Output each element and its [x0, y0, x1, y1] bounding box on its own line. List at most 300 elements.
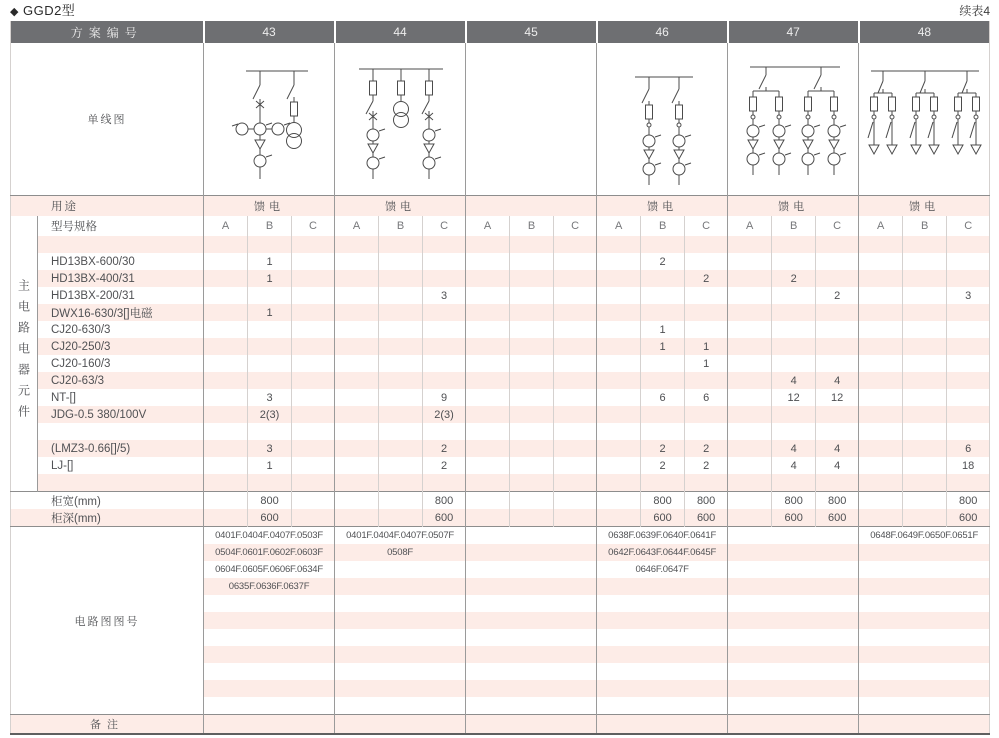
cabinet-width-cell: 800	[816, 492, 859, 510]
qty-cell	[903, 321, 947, 338]
diagram-number-cell	[204, 595, 335, 612]
qty-cell: 2	[641, 440, 685, 457]
qty-cell	[728, 474, 772, 492]
phase-header: B	[248, 216, 292, 236]
qty-cell	[728, 406, 772, 423]
qty-cell	[903, 355, 947, 372]
qty-cell	[248, 372, 292, 389]
qty-cell	[423, 423, 466, 440]
diagram-number-cell	[335, 663, 466, 680]
qty-cell: 1	[248, 253, 292, 270]
usage-cell	[466, 196, 597, 217]
qty-cell	[947, 253, 990, 270]
qty-cell	[728, 389, 772, 406]
qty-cell	[292, 440, 335, 457]
cabinet-depth-cell: 600	[641, 509, 685, 527]
qty-cell: 4	[816, 372, 859, 389]
diagram-number-cell	[728, 527, 859, 545]
table-row	[11, 253, 990, 270]
diagram-number-cell	[466, 697, 597, 715]
qty-cell	[292, 304, 335, 321]
diagram-number-cell	[597, 595, 728, 612]
qty-cell	[947, 321, 990, 338]
diagram-number-cell: 0638F.0639F.0640F.0641F	[597, 527, 728, 545]
phase-header: A	[335, 216, 379, 236]
qty-cell	[772, 236, 816, 253]
qty-cell	[335, 338, 379, 355]
qty-cell	[248, 321, 292, 338]
qty-cell	[947, 338, 990, 355]
diagram-number-cell	[466, 629, 597, 646]
component-name	[38, 474, 204, 492]
qty-cell	[466, 236, 510, 253]
cabinet-width-cell	[554, 492, 597, 510]
phase-header: B	[641, 216, 685, 236]
diagram-number-cell	[466, 612, 597, 629]
qty-cell	[510, 389, 554, 406]
qty-cell	[204, 457, 248, 474]
qty-cell	[772, 406, 816, 423]
qty-cell	[859, 389, 903, 406]
qty-cell: 1	[685, 355, 728, 372]
qty-cell	[248, 338, 292, 355]
qty-cell	[510, 321, 554, 338]
diagram-number-cell	[597, 663, 728, 680]
qty-cell	[204, 355, 248, 372]
table-row	[11, 321, 990, 338]
qty-cell	[947, 423, 990, 440]
qty-cell	[248, 236, 292, 253]
qty-cell	[204, 287, 248, 304]
table-row	[11, 236, 990, 253]
diagram-number-cell	[466, 680, 597, 697]
qty-cell	[597, 372, 641, 389]
qty-cell	[554, 440, 597, 457]
qty-cell	[554, 321, 597, 338]
qty-cell	[466, 304, 510, 321]
qty-cell: 18	[947, 457, 990, 474]
component-name: HD13BX-400/31	[38, 270, 204, 287]
qty-cell	[335, 457, 379, 474]
qty-cell	[597, 287, 641, 304]
table-row	[11, 43, 990, 196]
cabinet-depth-cell: 600	[248, 509, 292, 527]
qty-cell	[379, 474, 423, 492]
qty-cell	[641, 236, 685, 253]
qty-cell	[728, 270, 772, 287]
qty-cell	[597, 270, 641, 287]
qty-cell	[423, 355, 466, 372]
qty-cell	[728, 338, 772, 355]
qty-cell	[597, 406, 641, 423]
qty-cell	[772, 321, 816, 338]
qty-cell	[466, 338, 510, 355]
qty-cell	[554, 389, 597, 406]
diagram-number-cell	[728, 680, 859, 697]
diagram-number-cell	[597, 629, 728, 646]
qty-cell	[379, 423, 423, 440]
qty-cell	[772, 338, 816, 355]
qty-cell	[816, 304, 859, 321]
single-line-diagram-43	[204, 43, 335, 196]
qty-cell	[903, 236, 947, 253]
diagram-number-cell	[597, 680, 728, 697]
diagram-number-cell	[597, 578, 728, 595]
qty-cell	[379, 253, 423, 270]
qty-cell	[379, 270, 423, 287]
qty-cell	[597, 304, 641, 321]
qty-cell	[204, 406, 248, 423]
remark-cell	[335, 715, 466, 735]
qty-cell	[685, 304, 728, 321]
diagram-number-cell	[335, 646, 466, 663]
qty-cell: 2	[685, 457, 728, 474]
qty-cell	[728, 423, 772, 440]
qty-cell	[379, 389, 423, 406]
qty-cell	[641, 270, 685, 287]
component-name: JDG-0.5 380/100V	[38, 406, 204, 423]
scheme-number-header: 48	[859, 21, 990, 43]
cabinet-width-cell	[204, 492, 248, 510]
cabinet-width-cell: 800	[947, 492, 990, 510]
scheme-table	[10, 21, 990, 735]
qty-cell	[903, 253, 947, 270]
diagram-number-cell	[728, 612, 859, 629]
scheme-number-header: 43	[204, 21, 335, 43]
scheme-number-header: 46	[597, 21, 728, 43]
component-name: LJ-[]	[51, 459, 74, 472]
qty-cell	[859, 372, 903, 389]
diagram-row-label: 单线图	[87, 114, 127, 126]
qty-cell	[685, 423, 728, 440]
qty-cell: 2	[641, 457, 685, 474]
qty-cell	[204, 389, 248, 406]
cabinet-width-cell	[510, 492, 554, 510]
diagram-number-cell	[728, 544, 859, 561]
qty-cell	[335, 355, 379, 372]
remark-cell	[597, 715, 728, 735]
qty-cell	[859, 423, 903, 440]
diagram-number-cell	[335, 697, 466, 715]
qty-cell	[859, 236, 903, 253]
qty-cell	[335, 304, 379, 321]
qty-cell	[597, 338, 641, 355]
qty-cell	[772, 304, 816, 321]
diagram-number-cell: 0635F.0636F.0637F	[204, 578, 335, 595]
phase-header: C	[947, 216, 990, 236]
diagram-number-cell	[466, 544, 597, 561]
component-name: NT-[]	[51, 391, 76, 404]
qty-cell	[554, 287, 597, 304]
table-row	[11, 338, 990, 355]
cabinet-width-cell	[859, 492, 903, 510]
qty-cell	[816, 355, 859, 372]
qty-cell	[554, 474, 597, 492]
qty-cell	[772, 355, 816, 372]
qty-cell	[947, 355, 990, 372]
diagram-number-cell	[204, 697, 335, 715]
diagram-number-cell: 0648F.0649F.0650F.0651F	[859, 527, 990, 545]
diagram-number-cell	[728, 697, 859, 715]
table-row	[11, 457, 990, 474]
diagram-number-cell	[859, 663, 990, 680]
qty-cell	[641, 355, 685, 372]
qty-cell	[859, 440, 903, 457]
diagram-number-cell: 0642F.0643F.0644F.0645F	[597, 544, 728, 561]
phase-header: B	[772, 216, 816, 236]
qty-cell	[597, 440, 641, 457]
qty-cell: 6	[641, 389, 685, 406]
qty-cell	[947, 406, 990, 423]
qty-cell	[379, 372, 423, 389]
qty-cell: 1	[248, 270, 292, 287]
cabinet-depth-cell	[728, 509, 772, 527]
qty-cell	[597, 389, 641, 406]
qty-cell	[335, 321, 379, 338]
diagram-number-cell	[204, 646, 335, 663]
qty-cell	[947, 389, 990, 406]
qty-cell	[554, 372, 597, 389]
qty-cell	[641, 474, 685, 492]
qty-cell	[423, 372, 466, 389]
qty-cell	[903, 287, 947, 304]
qty-cell	[335, 372, 379, 389]
scheme-number-header: 47	[728, 21, 859, 43]
qty-cell	[466, 389, 510, 406]
qty-cell	[772, 474, 816, 492]
qty-cell	[292, 236, 335, 253]
qty-cell	[510, 236, 554, 253]
qty-cell: 1	[248, 457, 292, 474]
qty-cell	[903, 440, 947, 457]
diagram-number-cell: 0508F	[335, 544, 466, 561]
qty-cell	[335, 406, 379, 423]
qty-cell: 1	[248, 304, 292, 321]
qty-cell	[728, 253, 772, 270]
qty-cell: 1	[685, 338, 728, 355]
qty-cell	[597, 321, 641, 338]
qty-cell	[947, 236, 990, 253]
diagram-number-cell	[728, 646, 859, 663]
cabinet-depth-cell	[204, 509, 248, 527]
qty-cell	[641, 406, 685, 423]
scheme-number-header: 44	[335, 21, 466, 43]
qty-cell	[816, 321, 859, 338]
qty-cell	[335, 270, 379, 287]
qty-cell	[641, 304, 685, 321]
qty-cell	[204, 338, 248, 355]
qty-cell	[903, 474, 947, 492]
qty-cell	[510, 355, 554, 372]
qty-cell	[204, 304, 248, 321]
qty-cell	[947, 474, 990, 492]
qty-cell	[423, 304, 466, 321]
qty-cell	[903, 372, 947, 389]
remark-cell	[204, 715, 335, 735]
qty-cell	[379, 338, 423, 355]
qty-cell: 3	[248, 389, 292, 406]
qty-cell	[466, 253, 510, 270]
diagram-number-cell: 0504F.0601F.0602F.0603F	[204, 544, 335, 561]
cabinet-width-cell: 800	[685, 492, 728, 510]
phase-header: B	[903, 216, 947, 236]
table-row	[11, 304, 990, 321]
scheme-header-label: 方案编号	[11, 21, 204, 43]
qty-cell	[292, 406, 335, 423]
qty-cell: 4	[816, 457, 859, 474]
title-bar	[10, 2, 990, 19]
cabinet-depth-cell: 600	[772, 509, 816, 527]
usage-cell: 馈电	[204, 196, 335, 217]
table-row	[11, 440, 990, 457]
diagram-number-cell	[466, 663, 597, 680]
qty-cell	[597, 457, 641, 474]
qty-cell	[510, 270, 554, 287]
qty-cell: 2	[685, 440, 728, 457]
cabinet-depth-cell	[379, 509, 423, 527]
qty-cell: 6	[685, 389, 728, 406]
qty-cell	[423, 474, 466, 492]
qty-cell: 1	[641, 338, 685, 355]
qty-cell	[466, 270, 510, 287]
diagram-number-cell	[597, 646, 728, 663]
cabinet-width-cell: 800	[641, 492, 685, 510]
qty-cell	[292, 338, 335, 355]
single-line-diagram-graphic	[335, 45, 466, 193]
table-row	[11, 715, 990, 735]
main-circuit-side-band	[11, 216, 38, 492]
phase-header: C	[292, 216, 335, 236]
cabinet-width-cell: 800	[423, 492, 466, 510]
qty-cell	[204, 253, 248, 270]
diagram-number-section-label: 电路图图号	[11, 527, 204, 715]
cabinet-width-label: 柜宽(mm)	[11, 492, 204, 510]
qty-cell	[379, 287, 423, 304]
phase-header: C	[816, 216, 859, 236]
qty-cell: 2(3)	[248, 406, 292, 423]
qty-cell	[335, 474, 379, 492]
qty-cell	[510, 440, 554, 457]
component-name	[38, 423, 204, 440]
scheme-header-row	[11, 21, 990, 43]
table-row	[11, 492, 990, 510]
single-line-diagram-44	[335, 43, 466, 196]
diagram-number-cell	[204, 612, 335, 629]
diamond-icon: ◆	[10, 6, 19, 18]
qty-cell	[466, 406, 510, 423]
table-row	[11, 527, 990, 545]
diagram-number-cell	[204, 629, 335, 646]
qty-cell	[728, 236, 772, 253]
qty-cell	[903, 406, 947, 423]
qty-cell: 2	[423, 457, 466, 474]
component-name: CJ20-160/3	[51, 357, 111, 370]
qty-cell	[379, 304, 423, 321]
qty-cell	[685, 474, 728, 492]
qty-cell	[204, 423, 248, 440]
phase-header: B	[510, 216, 554, 236]
component-name: CJ20-250/3	[38, 338, 204, 355]
qty-cell	[292, 321, 335, 338]
qty-cell	[204, 474, 248, 492]
cabinet-depth-cell	[292, 509, 335, 527]
qty-cell	[859, 338, 903, 355]
cabinet-width-cell	[335, 492, 379, 510]
qty-cell: 4	[816, 440, 859, 457]
qty-cell	[947, 270, 990, 287]
component-name: CJ20-630/3	[51, 323, 111, 336]
qty-cell	[335, 287, 379, 304]
qty-cell	[292, 355, 335, 372]
cabinet-depth-cell	[859, 509, 903, 527]
diagram-number-cell	[859, 646, 990, 663]
qty-cell: 2	[772, 270, 816, 287]
qty-cell	[292, 253, 335, 270]
qty-cell	[772, 253, 816, 270]
single-line-diagram-45	[466, 43, 597, 196]
qty-cell	[466, 355, 510, 372]
cabinet-depth-cell	[597, 509, 641, 527]
qty-cell	[292, 270, 335, 287]
qty-cell	[816, 406, 859, 423]
qty-cell	[597, 253, 641, 270]
qty-cell	[379, 457, 423, 474]
table-row	[11, 287, 990, 304]
qty-cell	[379, 440, 423, 457]
usage-cell: 馈电	[597, 196, 728, 217]
qty-cell	[554, 406, 597, 423]
qty-cell	[859, 253, 903, 270]
diagram-number-cell	[335, 561, 466, 578]
qty-cell: 12	[816, 389, 859, 406]
qty-cell	[859, 355, 903, 372]
qty-cell	[292, 457, 335, 474]
qty-cell: 1	[641, 321, 685, 338]
diagram-number-cell	[466, 646, 597, 663]
diagram-number-cell: 0646F.0647F	[597, 561, 728, 578]
qty-cell	[903, 423, 947, 440]
qty-cell: 2(3)	[423, 406, 466, 423]
qty-cell	[859, 406, 903, 423]
cabinet-width-cell	[466, 492, 510, 510]
diagram-number-cell	[597, 697, 728, 715]
cabinet-depth-cell: 600	[947, 509, 990, 527]
qty-cell	[423, 321, 466, 338]
qty-cell	[510, 423, 554, 440]
diagram-number-cell	[466, 527, 597, 545]
table-row	[11, 270, 990, 287]
phase-header: A	[728, 216, 772, 236]
remark-cell	[728, 715, 859, 735]
table-row	[11, 196, 990, 217]
qty-cell	[510, 253, 554, 270]
diagram-number-cell	[859, 629, 990, 646]
qty-cell	[510, 304, 554, 321]
diagram-number-cell	[728, 578, 859, 595]
phase-header: A	[859, 216, 903, 236]
qty-cell	[423, 236, 466, 253]
qty-cell: 3	[947, 287, 990, 304]
table-row	[11, 509, 990, 527]
table-row	[11, 372, 990, 389]
page-title	[10, 0, 75, 19]
component-name: HD13BX-200/31	[51, 289, 135, 302]
cabinet-width-cell	[292, 492, 335, 510]
single-line-diagram-46	[597, 43, 728, 196]
qty-cell: 12	[772, 389, 816, 406]
diagram-number-cell	[204, 680, 335, 697]
qty-cell	[641, 423, 685, 440]
